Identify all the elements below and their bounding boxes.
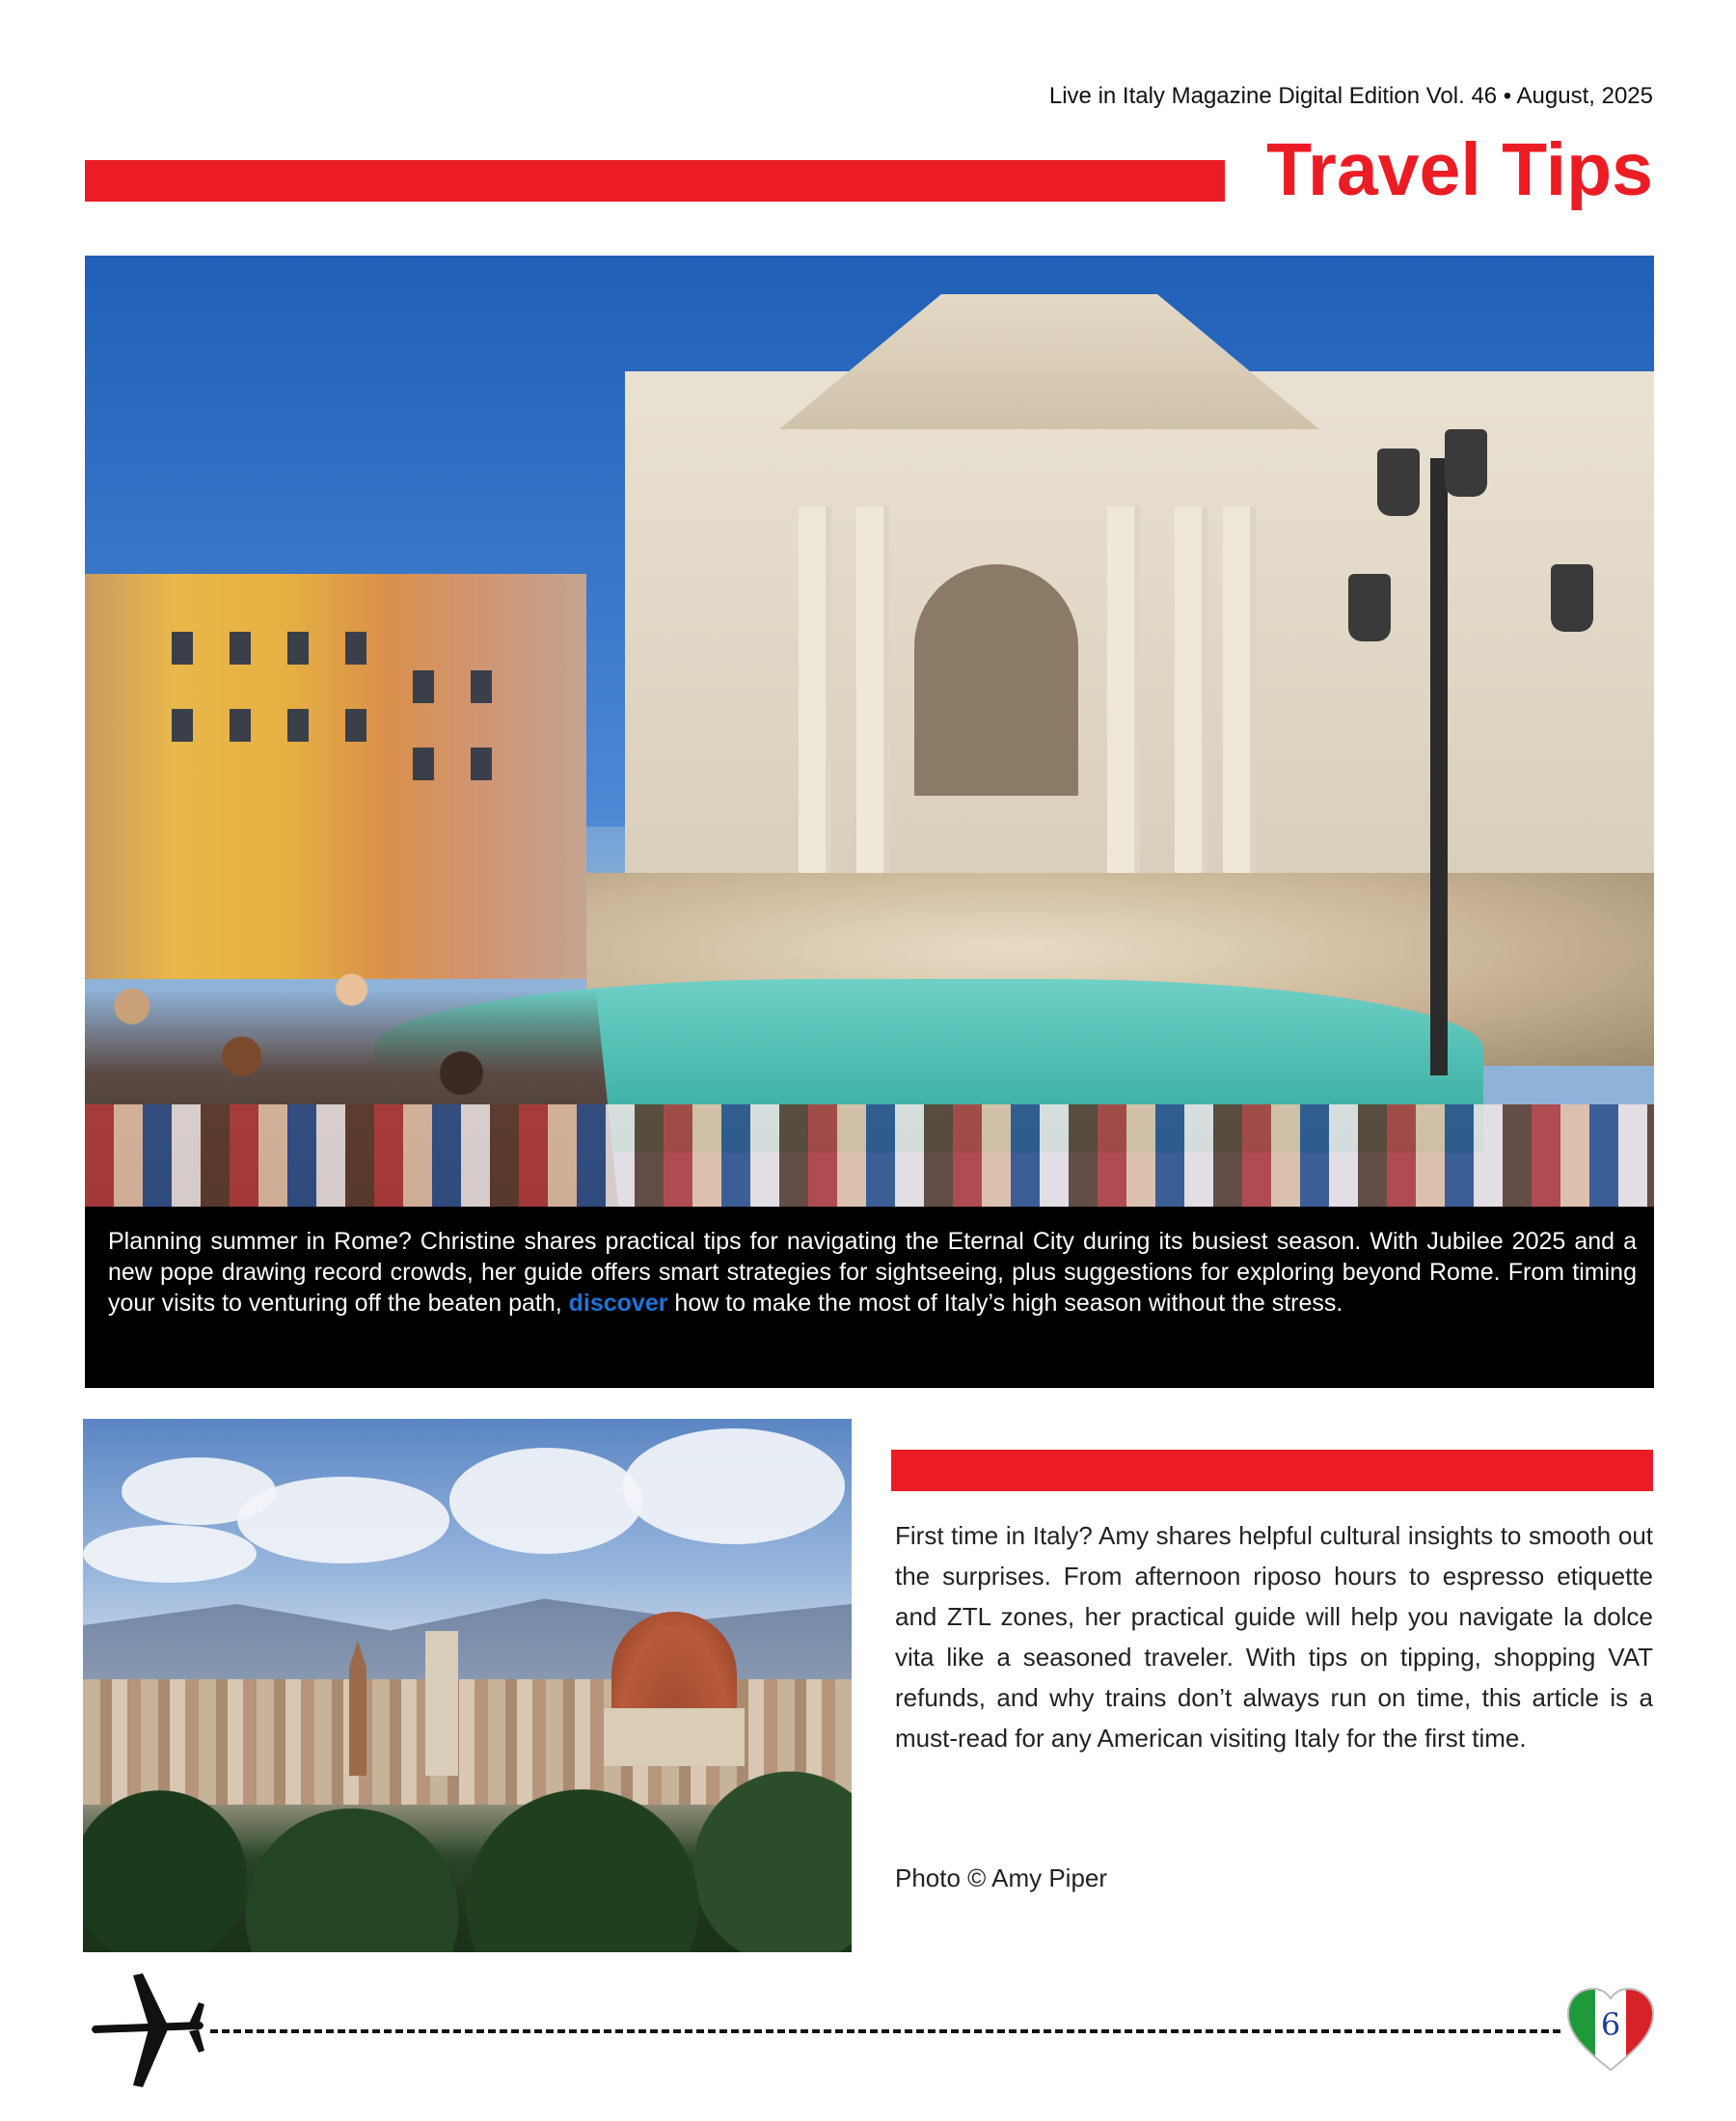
- florence-photo: [83, 1419, 852, 1952]
- article2-body: First time in Italy? Amy shares helpful cultural insights to smooth out the surprises. From afternoon riposo hours to espresso etiquette and ZTL zones, her practical guide will help you navigate la dolce vita like a seasoned traveler. With tips on tipping, shopping VAT refunds, and why trains don’t always run on time, this article is a must-read for any American visiting Italy for the first time.: [895, 1521, 1653, 1753]
- hero-caption-text-end: how to make the most of Italy’s high season without the stress.: [667, 1290, 1343, 1317]
- photo-credit: Photo © Amy Piper: [895, 1863, 1108, 1892]
- airplane-icon: [85, 1968, 210, 2093]
- article2-red-bar: [891, 1450, 1653, 1491]
- header-issue-line: Live in Italy Magazine Digital Edition Vol. 46 • August, 2025: [1048, 83, 1653, 109]
- page-number: 6: [1600, 2006, 1621, 2043]
- section-title: Travel Tips: [1266, 128, 1653, 211]
- header-red-bar: [85, 160, 1225, 202]
- discover-link[interactable]: discover: [568, 1290, 668, 1317]
- hero-caption-text-start: Planning summer in Rome? Christine shares practical tips for navigating the Eternal City during its busiest season. With Jubilee 2025 and a new pope drawing record crowds, her guide offers smart strategies for sightseeing, plus suggestions for exploring beyond Rome. From timing your visits to venturing off the beaten path,: [108, 1228, 1637, 1317]
- dashed-flight-path: [210, 2029, 1560, 2033]
- hero-photo: [85, 256, 1654, 1207]
- hero-caption: [85, 1207, 1654, 1388]
